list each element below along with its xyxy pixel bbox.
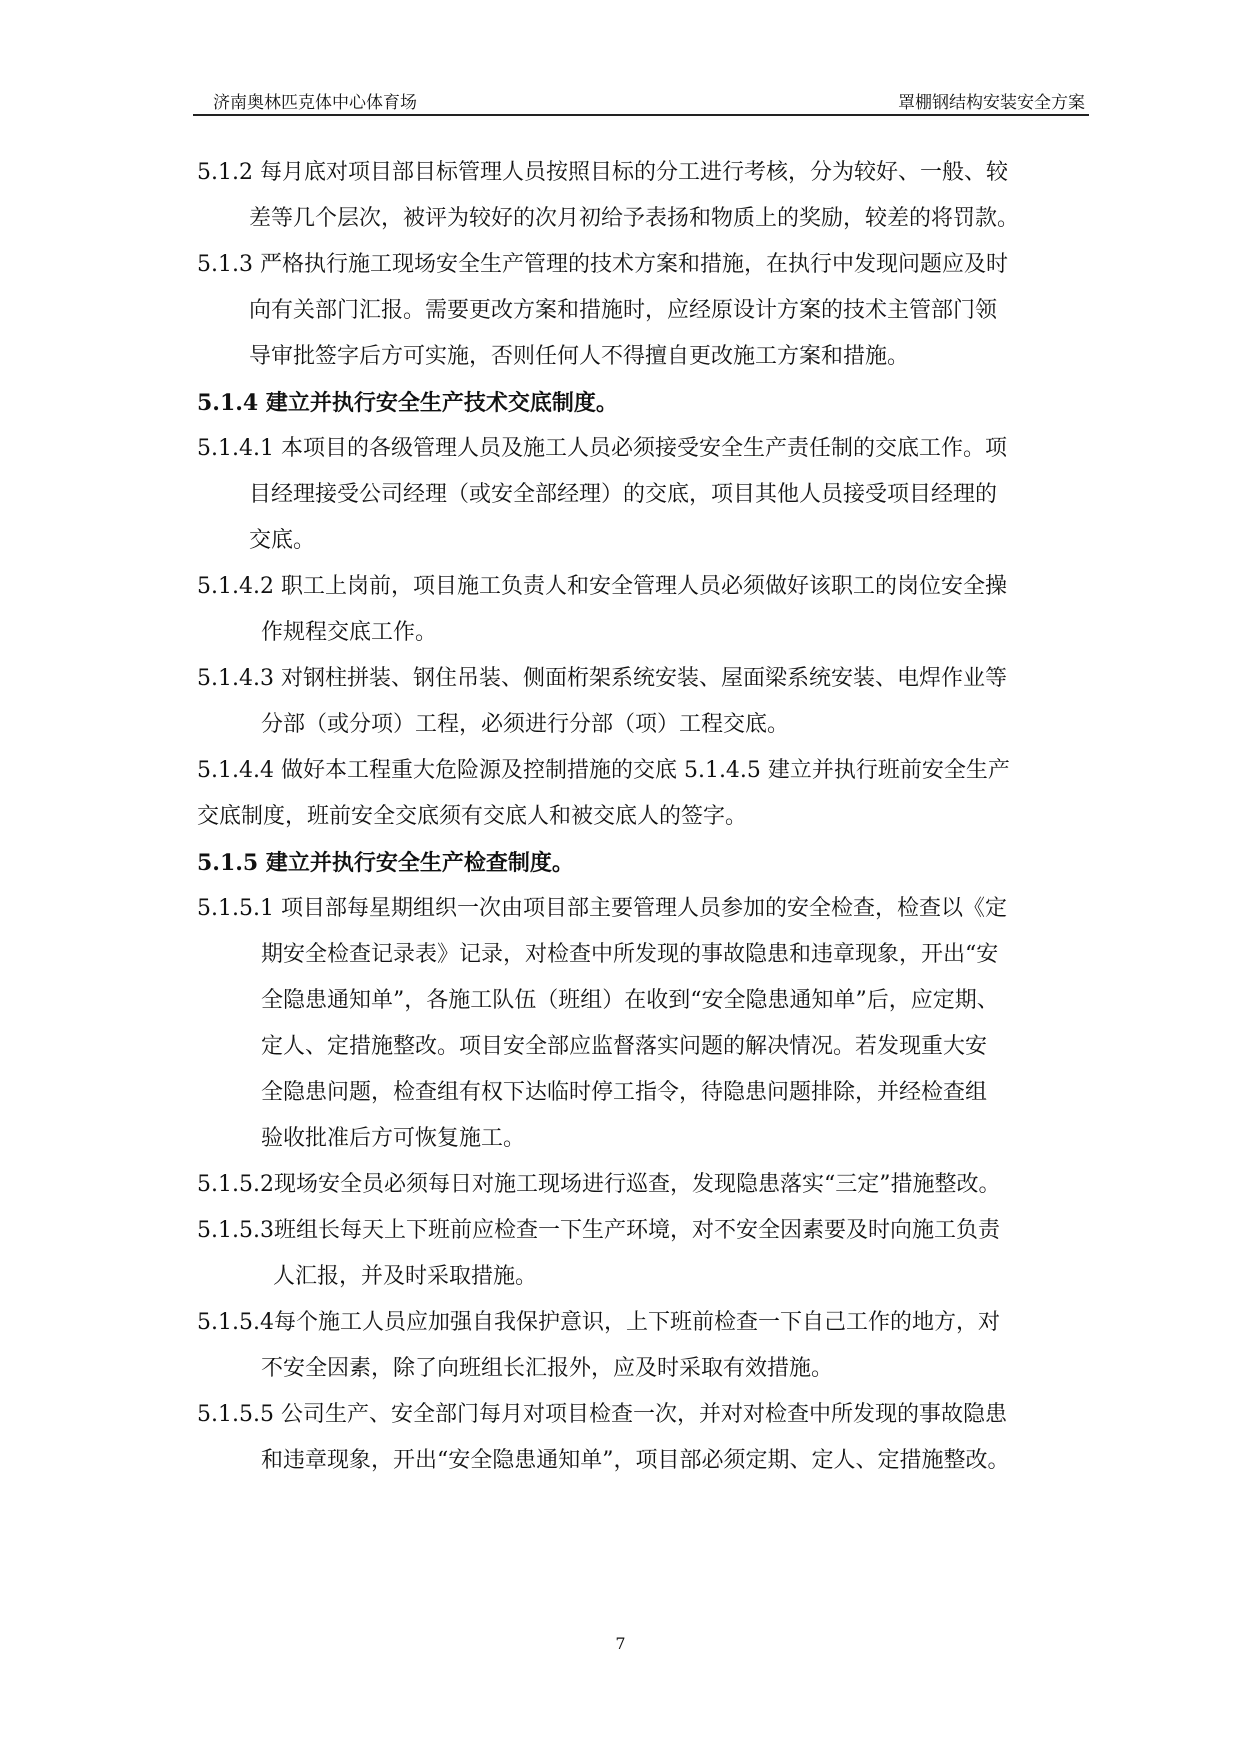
clause-text: 项目部每星期组织一次由项目部主要管理人员参加的安全检查，检查以《定 xyxy=(273,896,1007,921)
clause-number: 5.1.5.4 xyxy=(197,1310,274,1335)
clause-text: 班组长每天上下班前应检查一下生产环境，对不安全因素要及时向施工负责 xyxy=(273,1218,1000,1243)
document-body xyxy=(197,150,1087,1484)
clause-5-1-5-2 xyxy=(197,1162,1087,1208)
clause-text-cont: 人汇报，并及时采取措施。 xyxy=(273,1264,538,1289)
clause-text-cont: 交底。 xyxy=(249,528,316,553)
clause-number: 5.1.5.2 xyxy=(197,1172,274,1197)
clause-number: 5.1.4.2 xyxy=(197,574,274,599)
clause-text: 每个施工人员应加强自我保护意识，上下班前检查一下自己工作的地方，对 xyxy=(273,1310,1000,1335)
clause-number: 5.1.4.3 xyxy=(197,666,274,691)
section-heading-5-1-5 xyxy=(197,840,1087,886)
clause-number: 5.1.5.3 xyxy=(197,1218,274,1243)
clause-5-1-3 xyxy=(197,242,1087,380)
clause-number: 5.1.4.1 xyxy=(197,436,274,461)
clause-number: 5.1.5.1 xyxy=(197,896,274,921)
clause-text: 职工上岗前，项目施工负责人和安全管理人员必须做好该职工的岗位安全操 xyxy=(273,574,1007,599)
clause-text-cont: 验收批准后方可恢复施工。 xyxy=(261,1126,526,1151)
clause-5-1-4-3 xyxy=(197,656,1087,748)
clause-number: 5.1.5.5 xyxy=(197,1402,274,1427)
clause-5-1-4-2 xyxy=(197,564,1087,656)
clause-number: 5.1.3 xyxy=(197,252,253,277)
clause-text-cont: 期安全检查记录表》记录，对检查中所发现的事故隐患和违章现象，开出“安 xyxy=(261,942,999,967)
clause-5-1-2 xyxy=(197,150,1087,242)
clause-text-cont: 定人、定措施整改。项目安全部应监督落实问题的解决情况。若发现重大安 xyxy=(261,1034,988,1059)
clause-text-cont: 全隐患通知单”，各施工队伍（班组）在收到“安全隐患通知单”后，应定期、 xyxy=(261,988,999,1013)
clause-text: 做好本工程重大危险源及控制措施的交底 5.1.4.5 建立并执行班前安全生产 xyxy=(273,758,1010,783)
clause-number: 5.1.2 xyxy=(197,160,253,185)
clause-5-1-5-1 xyxy=(197,886,1087,1162)
clause-text: 严格执行施工现场安全生产管理的技术方案和措施，在执行中发现问题应及时 xyxy=(252,252,1008,277)
clause-text-cont: 向有关部门汇报。需要更改方案和措施时，应经原设计方案的技术主管部门领 xyxy=(249,298,998,323)
clause-text-cont: 目经理接受公司经理（或安全部经理）的交底，项目其他人员接受项目经理的 xyxy=(249,482,998,507)
page-number: 7 xyxy=(615,1634,626,1653)
clause-text-cont: 作规程交底工作。 xyxy=(261,620,438,645)
clause-text-cont: 导审批签字后方可实施，否则任何人不得擅自更改施工方案和措施。 xyxy=(249,344,910,369)
heading-text: 建立并执行安全生产检查制度。 xyxy=(258,850,574,876)
clause-5-1-4-4 xyxy=(197,748,1087,840)
clause-5-1-5-5 xyxy=(197,1392,1087,1484)
clause-number: 5.1.5 xyxy=(197,850,259,876)
clause-text: 本项目的各级管理人员及施工人员必须接受安全生产责任制的交底工作。项 xyxy=(273,436,1007,461)
clause-text-cont: 分部（或分项）工程，必须进行分部（项）工程交底。 xyxy=(261,712,790,737)
clause-text: 每月底对项目部目标管理人员按照目标的分工进行考核，分为较好、一般、较 xyxy=(252,160,1008,185)
clause-text-cont: 差等几个层次，被评为较好的次月初给予表扬和物质上的奖励，较差的将罚款。 xyxy=(249,206,1020,231)
clause-text: 现场安全员必须每日对施工现场进行巡查，发现隐患落实“三定”措施整改。 xyxy=(273,1172,1001,1197)
heading-text: 建立并执行安全生产技术交底制度。 xyxy=(258,390,618,416)
clause-number: 5.1.4.4 xyxy=(197,758,274,783)
clause-number: 5.1.4 xyxy=(197,390,259,416)
clause-text-cont: 和违章现象，开出“安全隐患通知单”，项目部必须定期、定人、定措施整改。 xyxy=(261,1448,1010,1473)
clause-5-1-5-3 xyxy=(197,1208,1087,1300)
header-doc-title: 罩棚钢结构安装安全方案 xyxy=(898,93,1085,113)
header-project-name: 济南奥林匹克体中心体育场 xyxy=(213,93,417,113)
section-heading-5-1-4 xyxy=(197,380,1087,426)
clause-text-cont: 交底制度，班前安全交底须有交底人和被交底人的签字。 xyxy=(197,804,748,829)
clause-5-1-4-1 xyxy=(197,426,1087,564)
page-header xyxy=(193,86,1089,116)
clause-text: 对钢柱拼装、钢住吊装、侧面桁架系统安装、屋面梁系统安装、电焊作业等 xyxy=(273,666,1007,691)
clause-text-cont: 不安全因素，除了向班组长汇报外，应及时采取有效措施。 xyxy=(261,1356,834,1381)
clause-text: 公司生产、安全部门每月对项目检查一次，并对对检查中所发现的事故隐患 xyxy=(273,1402,1007,1427)
clause-text-cont: 全隐患问题，检查组有权下达临时停工指令，待隐患问题排除，并经检查组 xyxy=(261,1080,988,1105)
clause-5-1-5-4 xyxy=(197,1300,1087,1392)
